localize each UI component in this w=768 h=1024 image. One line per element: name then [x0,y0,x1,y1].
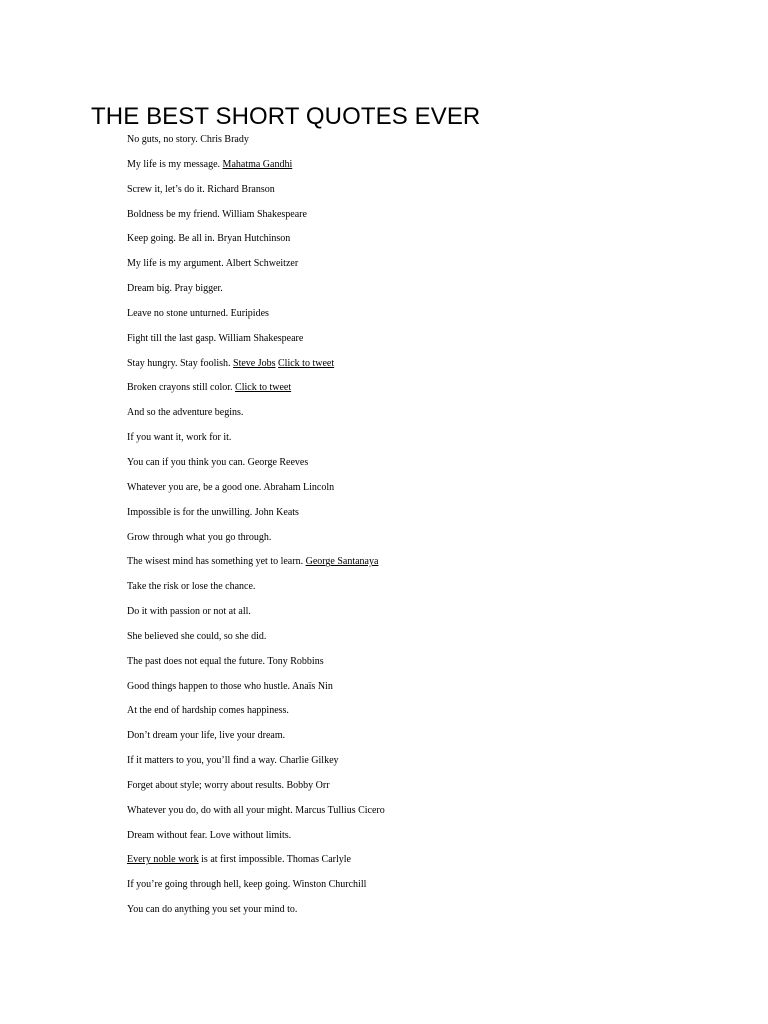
quote-link[interactable]: Click to tweet [278,357,335,369]
quote-line [127,903,385,928]
quote-line [127,282,385,307]
quote-text: If it matters to you, you’ll find a way. Charlie Gilkey [127,755,339,767]
quote-text: The wisest mind has something yet to learn. [127,556,306,568]
quote-text: You can if you think you can. George Reeves [127,456,309,468]
page-title: THE BEST SHORT QUOTES EVER [91,103,481,130]
quote-line [127,779,385,804]
quote-text: is at first impossible. Thomas Carlyle [198,854,351,866]
quote-line [127,531,385,556]
quote-line [127,704,385,729]
quote-text: Fight till the last gasp. William Shakespeare [127,332,304,344]
quote-text: Stay hungry. Stay foolish. [127,357,234,369]
quote-text: And so the adventure begins. [127,407,244,419]
quote-text: Don’t dream your life, live your dream. [127,730,286,742]
quote-text: Do it with passion or not at all. [127,606,251,618]
quote-line [127,158,385,183]
quote-text: At the end of hardship comes happiness. [127,705,289,717]
quote-line [127,754,385,779]
quote-line [127,605,385,630]
quote-line [127,829,385,854]
quote-line [127,456,385,481]
quote-text: My life is my message. [127,158,223,170]
quote-text: The past does not equal the future. Tony Robbins [127,655,324,667]
quote-line [127,729,385,754]
quote-line [127,381,385,406]
quote-line [127,183,385,208]
quote-text: Take the risk or lose the chance. [127,581,256,593]
quote-line [127,804,385,829]
quote-link[interactable]: Steve Jobs [233,357,276,369]
quote-line [127,506,385,531]
quote-line [127,133,385,158]
quote-text: Broken crayons still color. [127,382,236,394]
quote-line [127,555,385,580]
quote-line [127,357,385,382]
quote-text: She believed she could, so she did. [127,630,267,642]
quote-text: If you want it, work for it. [127,432,232,444]
quote-line [127,630,385,655]
quote-text: Grow through what you go through. [127,531,272,543]
quote-text: Whatever you do, do with all your might. Marcus Tullius Cicero [127,804,385,816]
quote-link[interactable]: Mahatma Gandhi [222,158,293,170]
quote-text: Whatever you are, be a good one. Abraham Lincoln [127,481,335,493]
quote-line [127,232,385,257]
quote-line [127,431,385,456]
quote-line [127,332,385,357]
quote-text: My life is my argument. Albert Schweitzer [127,258,299,270]
quote-text: Boldness be my friend. William Shakespeare [127,208,307,220]
quote-text: Impossible is for the unwilling. John Keats [127,506,299,518]
quote-line [127,406,385,431]
quote-line [127,655,385,680]
quote-text: You can do anything you set your mind to. [127,904,298,916]
quote-line [127,208,385,233]
quote-line [127,307,385,332]
quote-text: If you’re going through hell, keep going. Winston Churchill [127,879,367,891]
quote-line [127,853,385,878]
quote-line [127,481,385,506]
quote-line [127,257,385,282]
quote-text: Keep going. Be all in. Bryan Hutchinson [127,233,291,245]
quote-text: Dream big. Pray bigger. [127,283,223,295]
quote-text: Good things happen to those who hustle. Anaïs Nin [127,680,333,692]
quote-text: Screw it, let’s do it. Richard Branson [127,183,275,195]
quote-text: Dream without fear. Love without limits. [127,829,292,841]
quote-list [127,133,385,928]
quote-text: Forget about style; worry about results. Bobby Orr [127,779,330,791]
quote-link[interactable]: Every noble work [127,854,199,866]
quote-line [127,580,385,605]
quote-line [127,680,385,705]
quote-link[interactable]: Click to tweet [235,382,292,394]
quote-text: No guts, no story. Chris Brady [127,134,249,145]
quote-link[interactable]: George Santanaya [305,556,379,568]
quote-text: Leave no stone unturned. Euripides [127,307,269,319]
quote-line [127,878,385,903]
